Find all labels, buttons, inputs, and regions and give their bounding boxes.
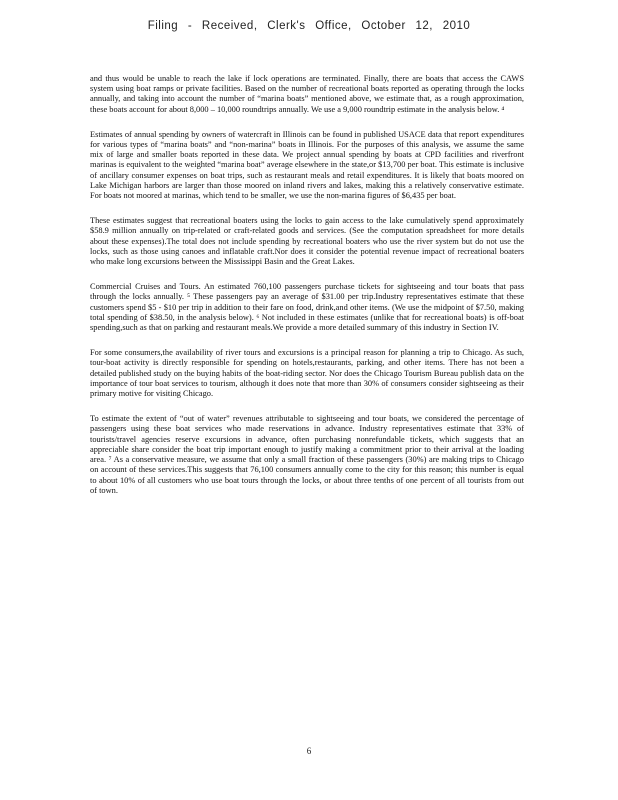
paragraph-2: Estimates of annual spending by owners of watercraft in Illinois can be found in published USACE data that report expenditures for various types of “marina boats” and “non-marina” boats in Illinois. For the purposes of this analysis, we assume the same mix of large and smaller boats reported in these data. We project annual spending by boats at CPD facilities and riverfront marinas is equivalent to the weighted “marina boat” average elsewhere in the state,or $13,700 per boat. This estimate is inclusive of ancillary consumer expenses on boat trips, such as restaurant meals and retail expenditures. It is likely that boats moored on Lake Michigan harbors are larger than those moored on inland rivers and lakes, making this a relatively conservative estimate. For boats not moored at marinas, which tend to be smaller, we use the non-marina figures of $6,435 per boat. bbox=[90, 129, 524, 201]
paragraph-6: To estimate the extent of “out of water” revenues attributable to sightseeing and tour boats, we considered the percentage of passengers using these boat services who made reservations in advance. Industry representatives estimate that 33% of tourists/travel agencies reserve excursions in advance, often purchasing nonrefundable tickets, which suggests that an appreciable share consider the boat trip important enough to justify making a commitment prior to their arrival at the loading area. ⁷ As a conservative measure, we assume that only a small fraction of these passengers (30%) are making trips to Chicago on account of these services.This suggests that 76,100 consumers annually come to the city for this reason; this number is equal to about 10% of all customers who use boat tours through the locks, or about three tenths of one percent of all tourists from out of town. bbox=[90, 414, 524, 495]
paragraph-1: and thus would be unable to reach the lake if lock operations are terminated. Finally, there are boats that access the CAWS system using boat ramps or private facilities. Based on the number of recreational boats reported as operating through the locks annually, and taking into account the number of “marina boats” mentioned above, we estimate that, as a rough approximation, these boats account for about 8,000 – 10,000 roundtrips annually. We use a 9,000 roundtrip estimate in the analysis below. ⁴ bbox=[90, 74, 524, 114]
paragraph-5: For some consumers,the availability of river tours and excursions is a principal reason for planning a trip to Chicago. As such, tour-boat activity is directly responsible for spending on hotels,restaurants, parking, and other items. There has not been a detailed published study on the buying habits of the boat-riding sector. Nor does the Chicago Tourism Bureau publish data on the importance of tour boat services to tourism, although it does note that more than 30% of consumers consider sightseeing as their primary motive for visiting Chicago. bbox=[90, 348, 524, 399]
filing-header: Filing - Received, Clerk's Office, October 12, 2010 bbox=[147, 20, 471, 32]
paragraph-4: Commercial Cruises and Tours. An estimated 760,100 passengers purchase tickets for sightseeing and tour boats that pass through the locks annually. ⁵ These passengers pay an average of $31.00 per trip.Industry representatives estimate that these customers spend $5 - $10 per trip in addition to their fare on food, drink,and other items. (We use the midpoint of $7.50, making total spending of $38.50, in the analysis below). ⁶ Not included in these estimates (unlike that for recreational boats) is off-boat spending,such as that on parking and restaurant meals.We provide a more detailed summary of this industry in Section IV. bbox=[90, 282, 524, 333]
page-number: 6 bbox=[306, 746, 312, 756]
document-body bbox=[90, 74, 524, 511]
paragraph-3: These estimates suggest that recreational boaters using the locks to gain access to the lake cumulatively spend approximately $58.9 million annually on trip-related or craft-related goods and services. (See the computation spreadsheet for more details about these expenses).The total does not include spending by recreational boaters who use the river system but do not use the locks, such as those using canoes and inflatable craft.Nor does it consider the potential revenue impact of recreational boaters who make long excursions between the Mississippi Basin and the Great Lakes. bbox=[90, 216, 524, 267]
